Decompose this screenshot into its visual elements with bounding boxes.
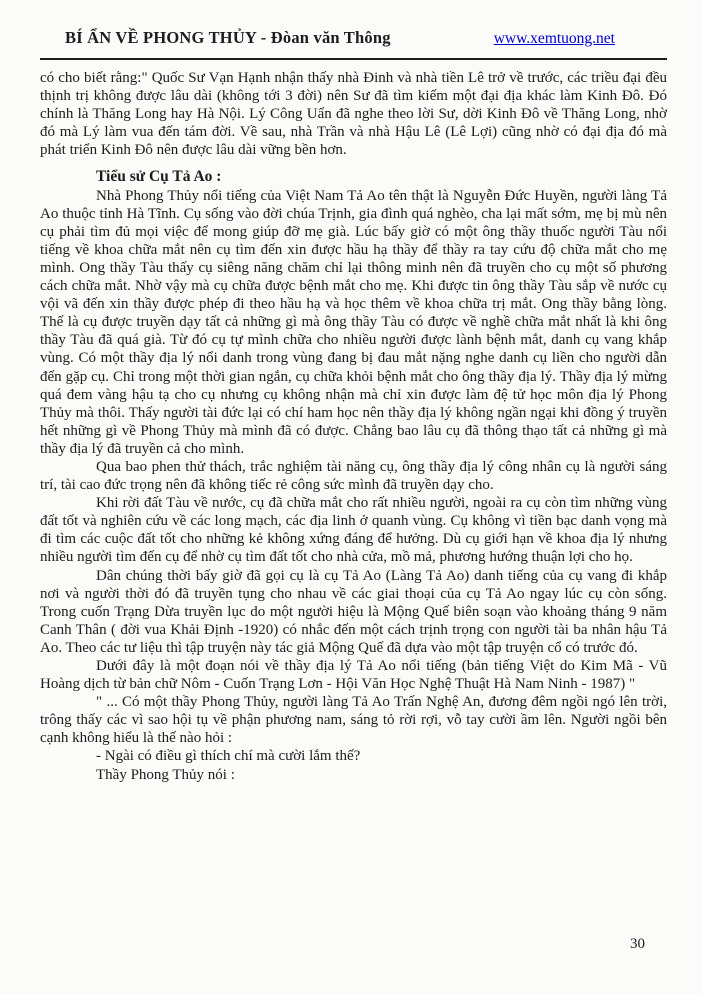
paragraph-continuation: có cho biết rằng:" Quốc Sư Vạn Hạnh nhận thấy nhà Đinh và nhà tiền Lê trở về trước, các triều đại đều thịnh trị không được lâu dài (không tới 3 đời) nên Sư đã tìm kiếm một đại địa khác làm Kinh Đô. Đó chính là Thăng Long hay Hà Nội. Lý Công Uẩn đã nghe theo lời Sư, dời Kinh Đô về Thăng Long, nhờ đó mà Lý làm vua đến tám đời. Về sau, nhà Trần và nhà Hậu Lê (Lê Lợi) cũng nhờ có đại địa đó mà phát triển Kinh Đô nên được lâu dài vững bền hơn. <box>40 70 667 159</box>
section-heading: Tiểu sử Cụ Tả Ao : <box>96 168 222 186</box>
paragraph-dialogue-lead: Thầy Phong Thủy nói : <box>96 766 235 783</box>
paragraph-trials: Qua bao phen thử thách, trắc nghiệm tài năng cụ, ông thầy địa lý công nhân cụ là người sáng trí, tài cao đức trọng nên đã không tiếc rẻ công sức mình đã truyền dạy cho. <box>40 458 667 494</box>
header-divider <box>40 58 667 60</box>
paragraph-excerpt-intro: Dưới đây là một đoạn nói về thầy địa lý Tả Ao nổi tiếng (bản tiếng Việt do Kim Mã - Vũ Hoàng dịch từ bản chữ Nôm - Cuốn Trạng Lơn - Hội Văn Học Nghệ Thuật Hà Nam Ninh - 1987) " <box>40 658 667 693</box>
page-footer <box>630 936 645 953</box>
paragraph-dialogue-question: - Ngài có điều gì thích chí mà cười lắm thế? <box>96 748 361 765</box>
paragraph-return-home: Khi rời đất Tàu về nước, cụ đã chữa mắt cho rất nhiều người, ngoài ra cụ còn tìm những vùng đất tốt và nghiên cứu về các long mạch, các địa linh ở quanh vùng. Cụ không vì tiền bạc danh vọng mà đi tìm các cuộc đất tốt cho những kẻ không xứng đáng để hưởng. Dù cụ giới hạn về khoa địa lý nhưng nhiều người tìm đến cụ để nhờ cụ tìm đất tốt cho nhà cửa, mồ mả, phương hướng thuận lợi cho họ. <box>40 495 667 566</box>
page-number: 30 <box>630 936 645 952</box>
paragraph-excerpt-story: " ... Có một thầy Phong Thủy, người làng Tả Ao Trấn Nghệ An, đương đêm ngồi ngó lên trời, trông thấy các vì sao hội tụ về phận phương nam, sáng tỏ rời rợi, vỗ tay cười ầm lên. Người ngồi bên cạnh không hiểu là thế nào hỏi : <box>40 694 667 747</box>
paragraph-biography: Nhà Phong Thủy nổi tiếng của Việt Nam Tả Ao tên thật là Nguyễn Đức Huyền, người làng Tả Ao thuộc tỉnh Hà Tĩnh. Cụ sống vào đời chúa Trịnh, gia đình quá nghèo, cha lại mất sớm, mẹ bị mù nên cụ phải tìm đủ mọi việc để mong giúp đỡ mẹ già. Lúc bấy giờ có một ông thầy thuốc người Tàu nổi tiếng về khoa chữa mắt nên cụ tìm đến xin được hầu hạ thầy để thầy ra tay cứu độ chữa mắt cho mẹ mình. Ong thầy Tàu thấy cụ siêng năng chăm chỉ lại thông minh nên đã truyền cho cụ một số phương cách chữa mắt. Nhờ vậy mà cụ chữa được bệnh mắt cho mẹ. Khi được tin ông thầy Tàu sắp về nước cụ vội vã đến xin thầy được phép đi theo hầu hạ và học thêm về khoa chữa trị mắt. Ong thầy bằng lòng. Thế là cụ được truyền dạy tất cả những gì mà ông thầy Tàu có được về nghề chữa mắt nhất là khi ông thầy Tàu đã quá già. Từ đó cụ tự mình chữa cho nhiều người được lành bệnh mắt, danh cụ vang khắp vùng. Có một thầy địa lý nổi danh trong vùng đang bị đau mắt nặng nghe danh cụ liền cho người dẫn đến gặp cụ. Chỉ trong một thời gian ngắn, cụ chữa khỏi bệnh mắt cho ông thầy địa lý. Thầy địa lý mừng quá đem vàng hậu tạ cho cụ nhưng cụ không nhận mà chỉ xin được làm đệ tử học môn địa lý Phong Thủy mà thôi. Thấy người tài đức lại có chí ham học nên thầy địa lý không ngần ngại khi đồng ý truyền hết những gì về Phong Thủy mà mình đã có được. Chẳng bao lâu cụ đã thông thạo tất cả những gì mà thầy địa lý đã truyền cả cho mình. <box>40 187 667 457</box>
paragraph-folk-tales: Dân chúng thời bấy giờ đã gọi cụ là cụ Tả Ao (Làng Tả Ao) danh tiếng của cụ vang đi khắp nơi và người thời đó đã truyền tụng cho nhau về các giai thoại của cụ Tả Ao ngay lúc cụ còn sống. Trong cuốn Trạng Dừa truyền lục do một người hiệu là Mộng Quế biên soạn vào khoảng tháng 9 năm Canh Thân ( đời vua Khải Định -1920) có nhắc đến một cách trịnh trọng con người tài ba nhân hậu Tả Ao. Theo các tư liệu thì tập truyện này tác giả Mộng Quế đã dựa vào một tập truyện cổ có trước đó. <box>40 567 667 656</box>
page-body <box>40 69 667 784</box>
website-link[interactable]: www.xemtuong.net <box>493 30 615 47</box>
page-header <box>40 28 667 48</box>
book-title: BÍ ẨN VỀ PHONG THỦY - Đòan văn Thông <box>65 28 391 47</box>
